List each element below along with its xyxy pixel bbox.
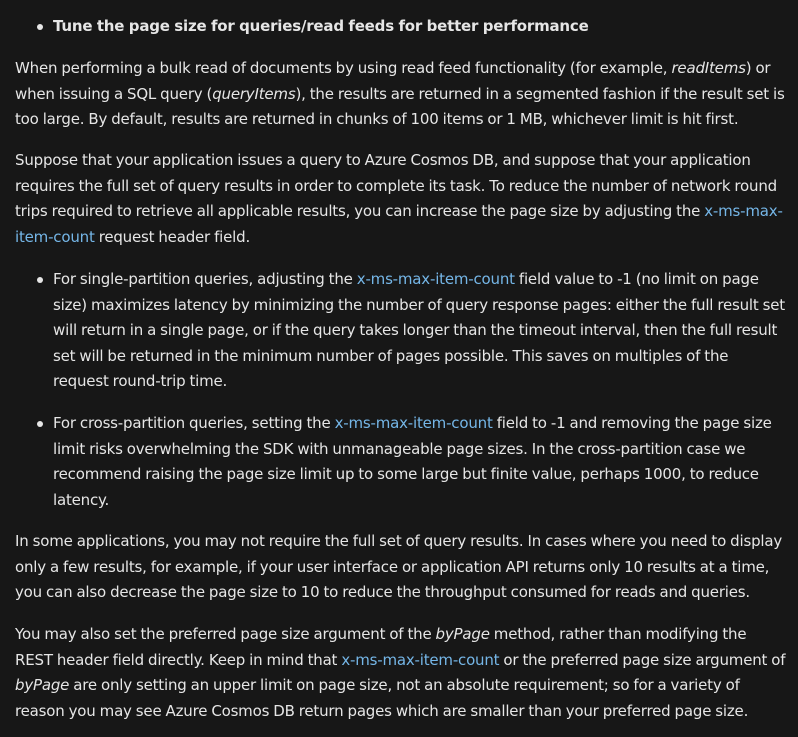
link-x-ms-max-item-count[interactable]: x-ms-max-item-count [15, 202, 783, 246]
paragraph-decrease-page-size: In some applications, you may not require the full set of query results. In cases where you need to display only a few results, for example, if your user interface or application API returns only 10 results at a time, you can also decrease the page size to 10 to reduce the throughput consumed for reads and queries. [15, 532, 783, 601]
bullet-text: For cross-partition queries, setting the x-ms-max-item-count field to -1 and removing the page size limit risks overwhelming the SDK with unmanageable page sizes. In the cross-partition case we recommend raising the page size limit up to some large but finite value, perhaps 1000, to reduce latency. [53, 414, 772, 509]
bullet-dot [37, 277, 43, 283]
bullet-dot [37, 421, 43, 427]
section-heading: Tune the page size for queries/read feeds for better performance [53, 17, 589, 35]
paragraph-increase-page-size: Suppose that your application issues a query to Azure Cosmos DB, and suppose that your application requires the full set of query results in order to complete its task. To reduce the number of network round trips required to retrieve all applicable results, you can increase the page size by adjusting the x-ms-max-item-count request header field. [15, 151, 783, 246]
bullet-text: For single-partition queries, adjusting the x-ms-max-item-count field value to -1 (no limit on page size) maximizes latency by minimizing the number of query response pages: either the full result set will return in a single page, or if the query takes longer than the timeout interval, then the full result set will be returned in the minimum number of pages possible. This saves on multiples of the request round-trip time. [53, 270, 785, 390]
inline-code-readitems: readItems [671, 59, 746, 77]
bullet-dot [37, 24, 43, 30]
inline-code-bypage: byPage [435, 625, 490, 643]
bullet-single-partition [15, 267, 785, 395]
link-x-ms-max-item-count[interactable]: x-ms-max-item-count [334, 414, 493, 432]
paragraph-bypage: You may also set the preferred page size argument of the byPage method, rather than modifying the REST header field directly. Keep in mind that x-ms-max-item-count or the preferred page size argument of byPage are only setting an upper limit on page size, not an absolute requirement; so for a variety of reason you may see Azure Cosmos DB return pages which are smaller than your preferred page size. [15, 625, 786, 720]
bullet-cross-partition [15, 411, 785, 513]
inline-code-queryitems: queryItems [212, 84, 296, 103]
inline-code-bypage: byPage [15, 676, 70, 694]
link-x-ms-max-item-count[interactable]: x-ms-max-item-count [341, 650, 500, 669]
paragraph-page-size-intro: When performing a bulk read of documents by using read feed functionality (for example, readItems) or when issuing a SQL query (queryItems), the results are returned in a segmented fashion if the result set is too large. By default, results are returned in chunks of 100 items or 1 MB, whichever limit is hit first. [15, 59, 785, 128]
link-x-ms-max-item-count[interactable]: x-ms-max-item-count [356, 270, 515, 288]
